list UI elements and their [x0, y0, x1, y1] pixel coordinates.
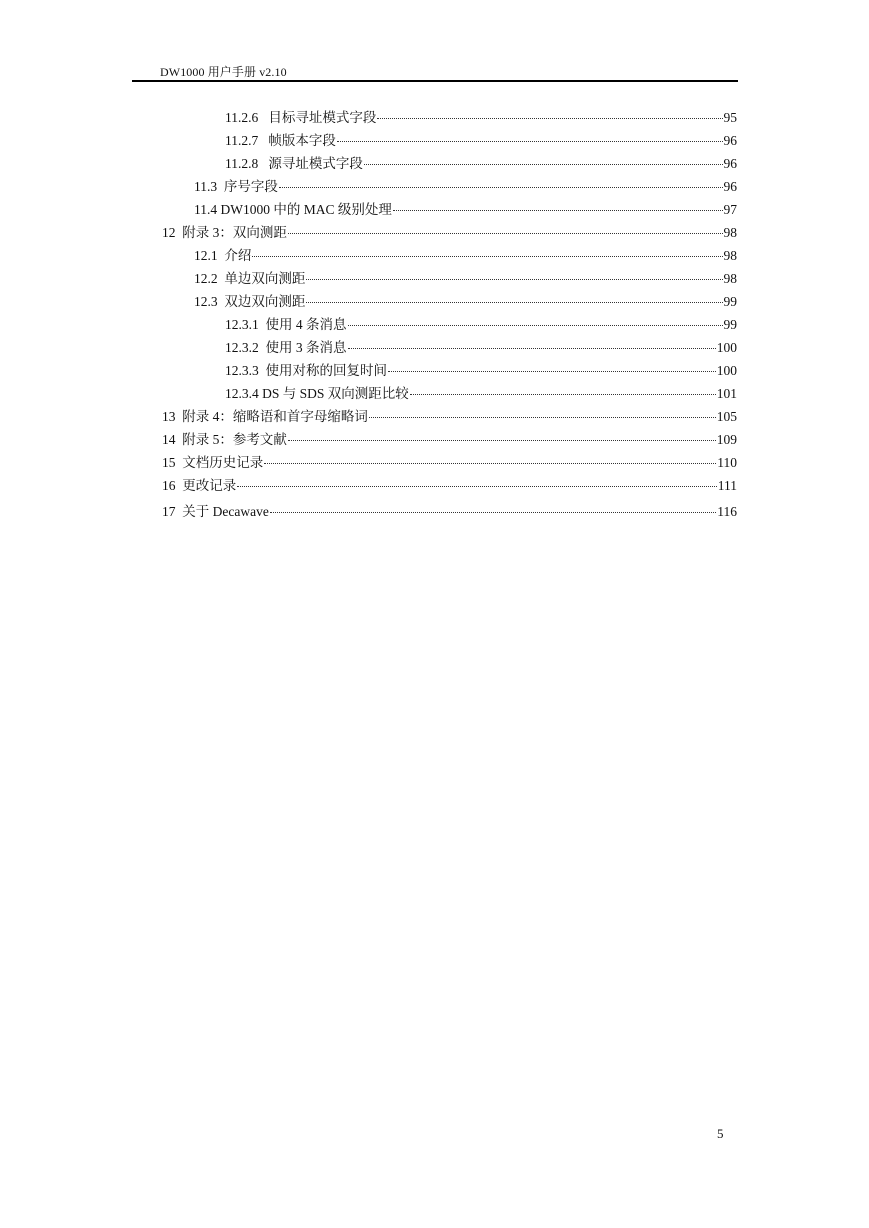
dot-leader	[337, 141, 723, 142]
toc-entry-title: 序号字段	[223, 179, 278, 194]
toc-entry-number: 11.2.8	[225, 156, 259, 171]
dot-leader	[306, 302, 722, 303]
dot-leader	[348, 348, 716, 349]
toc-entry-title: 文档历史记录	[182, 455, 264, 470]
toc-entry-title: 使用 4 条消息	[265, 317, 347, 332]
toc-entry-page: 96	[723, 156, 737, 171]
toc-entry[interactable]	[225, 152, 737, 172]
toc-entry-title: 更改记录	[182, 478, 237, 493]
page-number: 5	[717, 1126, 724, 1141]
toc-entry[interactable]	[194, 198, 737, 218]
toc-entry-title: DS 与 SDS 双向测距比较	[262, 386, 409, 401]
toc-entry-title: DW1000 中的 MAC 级别处理	[220, 202, 392, 217]
toc-entry-title: 帧版本字段	[268, 133, 336, 148]
toc-entry-page: 100	[716, 363, 737, 378]
toc-entry-page: 101	[716, 386, 737, 401]
toc-entry-page: 109	[716, 432, 737, 447]
toc-entry[interactable]	[225, 359, 737, 379]
toc-entry-title: 单边双向测距	[224, 271, 306, 286]
toc-entry[interactable]	[194, 290, 737, 310]
toc-entry-title: 附录 5：参考文献	[182, 432, 287, 447]
toc-entry-page: 98	[723, 271, 737, 286]
toc-entry-page: 98	[723, 225, 737, 240]
toc-entry-number: 13	[162, 409, 176, 424]
toc-entry-number: 15	[162, 455, 176, 470]
toc-entry[interactable]	[162, 500, 737, 520]
toc-entry-number: 12.3.3	[225, 363, 259, 378]
toc-entry[interactable]	[194, 175, 737, 195]
toc-entry-number: 14	[162, 432, 176, 447]
toc-entry-number: 12.3.4	[225, 386, 259, 401]
toc-entry[interactable]	[162, 428, 737, 448]
toc-entry[interactable]	[162, 405, 737, 425]
dot-leader	[364, 164, 723, 165]
toc-entry-number: 16	[162, 478, 176, 493]
toc-entry-number: 11.2.6	[225, 110, 259, 125]
running-header: DW1000 用户手册 v2.10	[160, 65, 287, 79]
toc-entry[interactable]	[225, 313, 737, 333]
toc-entry[interactable]	[225, 106, 737, 126]
toc-entry-number: 11.3	[194, 179, 218, 194]
toc-entry-page: 100	[716, 340, 737, 355]
dot-leader	[279, 187, 723, 188]
toc-entry-number: 12.2	[194, 271, 218, 286]
toc-entry[interactable]	[162, 221, 737, 241]
toc-entry-page: 110	[717, 455, 737, 470]
toc-entry-page: 96	[723, 179, 737, 194]
dot-leader	[377, 118, 722, 119]
toc-entry[interactable]	[225, 382, 737, 402]
dot-leader	[252, 256, 722, 257]
toc-entry-number: 12.3.1	[225, 317, 259, 332]
toc-entry-title: 使用 3 条消息	[265, 340, 347, 355]
toc-entry-page: 111	[717, 478, 737, 493]
dot-leader	[288, 233, 723, 234]
toc-entry-title: 目标寻址模式字段	[268, 110, 377, 125]
toc-entry-page: 98	[723, 248, 737, 263]
toc-entry[interactable]	[194, 244, 737, 264]
toc-entry-number: 11.4	[194, 202, 218, 217]
toc-entry-title: 介绍	[224, 248, 252, 263]
dot-leader	[348, 325, 723, 326]
toc-entry[interactable]	[225, 336, 737, 356]
dot-leader	[306, 279, 722, 280]
dot-leader	[388, 371, 716, 372]
toc-entry-title: 附录 4：缩略语和首字母缩略词	[182, 409, 368, 424]
dot-leader	[237, 486, 717, 487]
toc-entry-page: 99	[723, 317, 737, 332]
toc-entry-number: 12	[162, 225, 176, 240]
dot-leader	[410, 394, 716, 395]
dot-leader	[369, 417, 716, 418]
toc-entry-title: 源寻址模式字段	[268, 156, 363, 171]
toc-entry-page: 97	[723, 202, 737, 217]
toc-entry-number: 12.3.2	[225, 340, 259, 355]
toc-entry-number: 12.1	[194, 248, 218, 263]
toc-entry-title: 附录 3：双向测距	[182, 225, 287, 240]
toc-entry-title: 关于 Decawave	[182, 504, 269, 519]
dot-leader	[288, 440, 716, 441]
toc-entry-page: 116	[717, 504, 737, 519]
dot-leader	[270, 512, 716, 513]
dot-leader	[264, 463, 716, 464]
toc-entry-number: 12.3	[194, 294, 218, 309]
toc-entry-title: 使用对称的回复时间	[265, 363, 387, 378]
toc-entry-page: 96	[723, 133, 737, 148]
toc-entry-number: 11.2.7	[225, 133, 259, 148]
toc-entry-page: 95	[723, 110, 737, 125]
toc-entry-page: 99	[723, 294, 737, 309]
toc-entry[interactable]	[194, 267, 737, 287]
toc-entry-page: 105	[716, 409, 737, 424]
toc-entry[interactable]	[225, 129, 737, 149]
toc-entry[interactable]	[162, 451, 737, 471]
toc-entry-number: 17	[162, 504, 176, 519]
dot-leader	[393, 210, 723, 211]
toc-entry[interactable]	[162, 474, 737, 494]
toc-entry-title: 双边双向测距	[224, 294, 306, 309]
